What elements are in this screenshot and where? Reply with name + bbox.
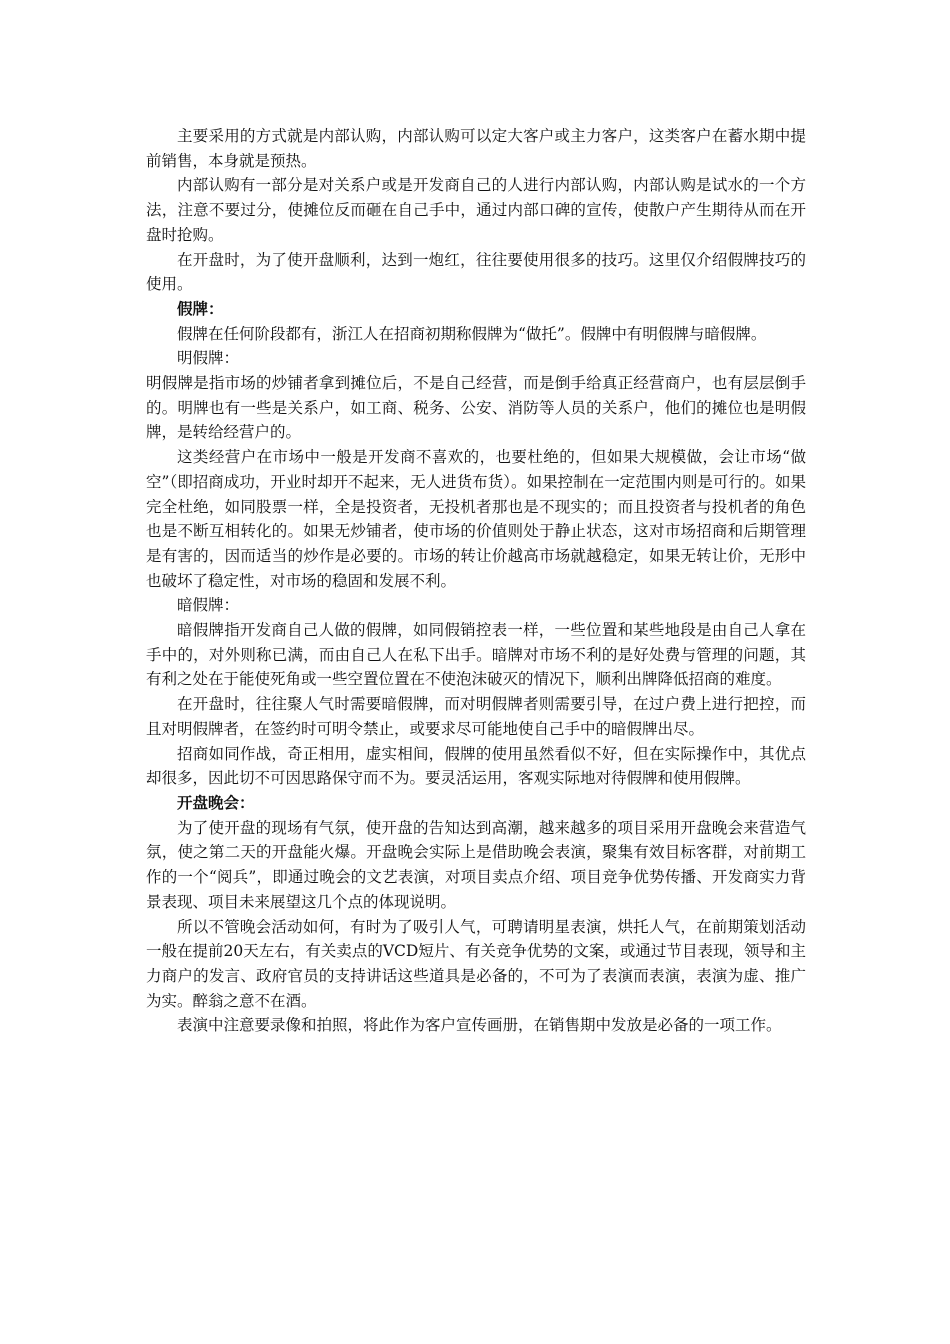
heading-fake-tags: 假牌：: [177, 298, 224, 318]
paragraph-gala-activities: 所以不管晚会活动如何，有时为了吸引人气，可聘请明星表演，烘托人气，在前期策划活动一般在提前20天左右，有关卖点的VCD短片、有关竞争优势的文案，或通过节目表现，领导和主力商户的发言、政府官员的支持讲话这些道具是必备的，不可为了表演而表演，表演为虚、推广为实。醉翁之意不在酒。: [146, 917, 806, 1010]
paragraph-internal-subscription-detail: 内部认购有一部分是对关系户或是开发商自己的人进行内部认购，内部认购是试水的一个方法，注意不要过分，使摊位反而砸在自己手中，通过内部口碑的宣传，使散户产生期待从而在开盘时抢购。: [146, 176, 806, 244]
paragraph-gala-purpose: 为了使开盘的现场有气氛，使开盘的告知达到高潮，越来越多的项目采用开盘晚会来营造气氛，使之第二天的开盘能火爆。开盘晚会实际上是借助晚会表演，聚集有效目标客群，对前期工作的一个“阅兵”，即通过晚会的文艺表演，对项目卖点介绍、项目竞争优势传播、开发商实力背景表现、项目未来展望这几个点的体现说明。: [146, 818, 806, 911]
paragraph-hidden-fake-tags: 暗假牌指开发商自己人做的假牌，如同假销控表一样，一些位置和某些地段是由自己人拿在手中的，对外则称已满，而由自己人在私下出手。暗牌对市场不利的是好处费与管理的问题，其有利之处在于能使死角或一些空置位置在不使泡沫破灭的情况下，顺利出牌降低招商的难度。: [146, 621, 806, 689]
paragraph-internal-subscription: 主要采用的方式就是内部认购，内部认购可以定大客户或主力客户，这类客户在蓄水期中提前销售，本身就是预热。: [146, 127, 806, 170]
document-body: [146, 124, 806, 1038]
paragraph-speculators: 这类经营户在市场中一般是开发商不喜欢的，也要杜绝的，但如果大规模做，会让市场“做空”（即招商成功，开业时却开不起来，无人进货布货）。如果控制在一定范围内则是可行的。如果完全杜绝，如同股票一样，全是投资者，无投机者那也是不现实的；而且投资者与投机者的角色也是不断互相转化的。如果无炒铺者，使市场的价值则处于静止状态，这对市场招商和后期管理是有害的，因而适当的炒作是必要的。市场的转让价越高市场就越稳定，如果无转让价，无形中也破坏了稳定性，对市场的稳固和发展不利。: [146, 448, 806, 590]
subheading-open-fake-tags: 明假牌：: [177, 349, 240, 368]
paragraph-fake-tags-intro: 假牌在任何阶段都有，浙江人在招商初期称假牌为“做托”。假牌中有明假牌与暗假牌。: [177, 324, 767, 343]
subheading-hidden-fake-tags: 暗假牌：: [177, 596, 240, 615]
paragraph-opening-techniques: 在开盘时，为了使开盘顺利，达到一炮红，往往要使用很多的技巧。这里仅介绍假牌技巧的使用。: [146, 250, 806, 294]
paragraph-open-fake-tags: 明假牌是指市场的炒铺者拿到摊位后，不是自己经营，而是倒手给真正经营商户，也有层层倒手的。明牌也有一些是关系户，如工商、税务、公安、消防等人员的关系户，他们的摊位也是明假牌，是转给经营户的。: [146, 374, 806, 442]
paragraph-gala-recording: 表演中注意要录像和拍照，将此作为客户宣传画册，在销售期中发放是必备的一项工作。: [177, 1016, 782, 1035]
heading-opening-gala: 开盘晚会：: [177, 792, 255, 812]
paragraph-opening-control: 在开盘时，往往聚人气时需要暗假牌，而对明假牌者则需要引导，在过户费上进行把控，而且对明假牌者，在签约时可明令禁止，或要求尽可能地使自己手中的暗假牌出尽。: [146, 695, 806, 738]
paragraph-strategy: 招商如同作战，奇正相用，虚实相间，假牌的使用虽然看似不好，但在实际操作中，其优点却很多，因此切不可因思路保守而不为。要灵活运用，客观实际地对待假牌和使用假牌。: [146, 744, 806, 788]
